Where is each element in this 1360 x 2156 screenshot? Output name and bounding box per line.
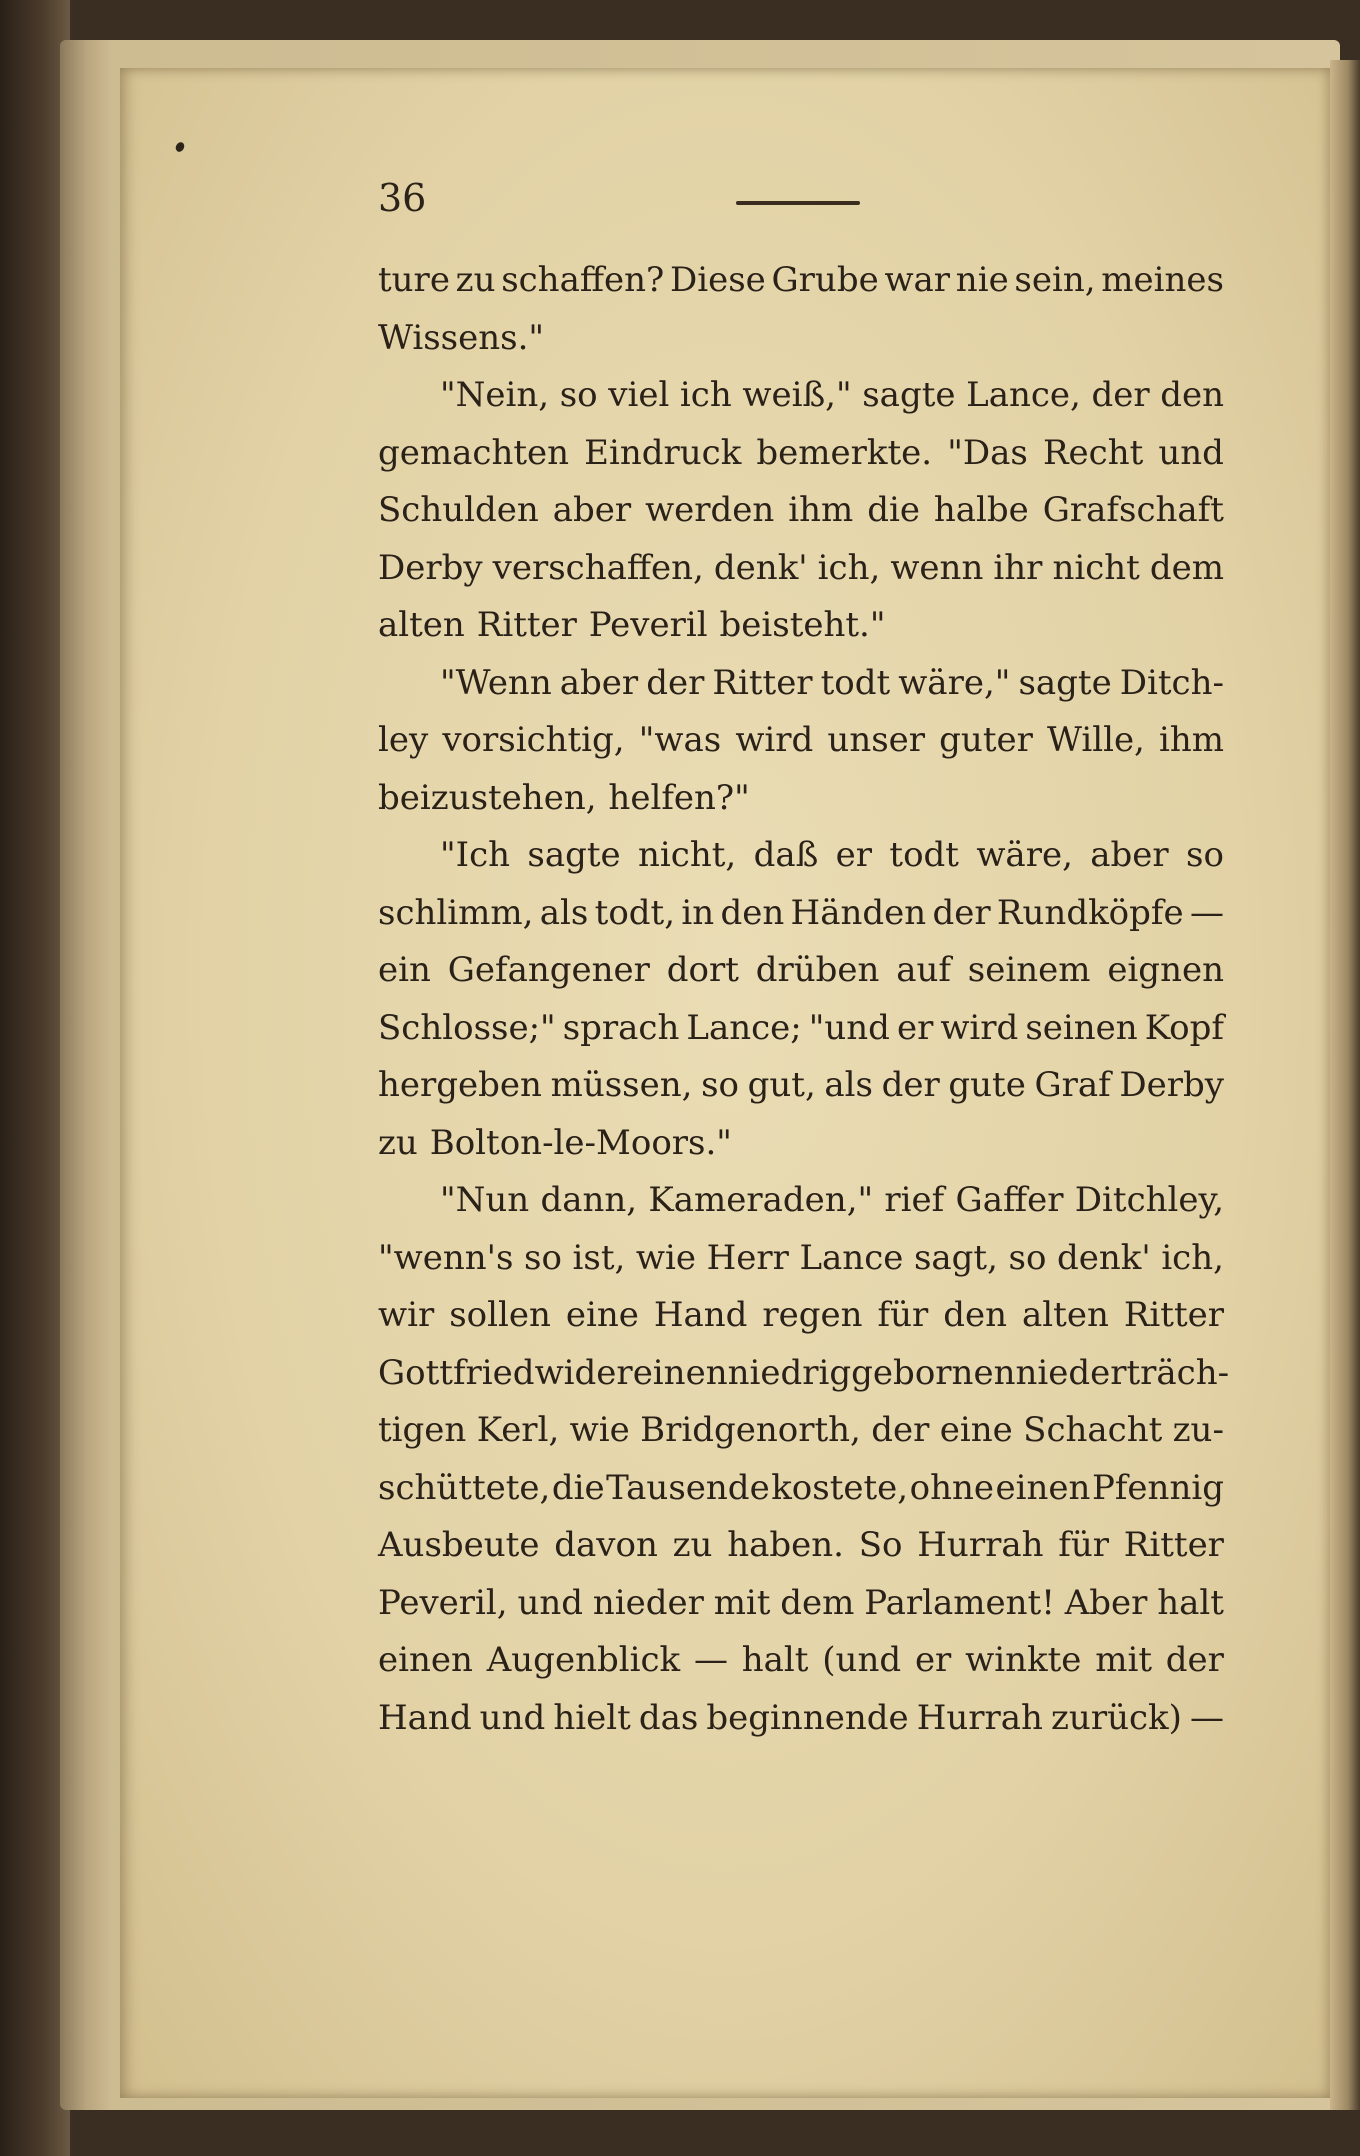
- word: gute: [948, 1065, 1026, 1105]
- word: den: [943, 1295, 1008, 1335]
- word: ohne: [909, 1467, 995, 1508]
- word: Derby: [1119, 1065, 1224, 1105]
- word: Ditch-: [1119, 662, 1224, 703]
- text-line: [378, 1172, 1224, 1230]
- word: der: [1165, 1640, 1224, 1680]
- word: eignen: [1107, 950, 1224, 990]
- word: Ritter: [1123, 1525, 1224, 1565]
- word: —: [1189, 892, 1224, 933]
- word: weiß,": [742, 375, 852, 415]
- text-line: [378, 655, 1224, 713]
- word: als: [539, 892, 589, 933]
- word: schüttete,: [378, 1467, 551, 1508]
- word: mit: [713, 1582, 771, 1623]
- word: Rundköpfe: [996, 892, 1184, 933]
- word: Händen: [790, 892, 927, 933]
- word: wie: [635, 1237, 697, 1278]
- word: sagte: [527, 835, 621, 875]
- word: Pfennig: [1091, 1467, 1224, 1508]
- word: sollen: [449, 1295, 551, 1335]
- word: halt: [1157, 1582, 1224, 1623]
- word: helfen?": [608, 777, 750, 818]
- word: ihm: [788, 490, 854, 530]
- word: wir: [378, 1295, 435, 1335]
- word: der: [881, 1065, 940, 1105]
- word: Grafschaft: [1042, 490, 1224, 530]
- word: er: [835, 835, 873, 875]
- word: er: [896, 1007, 934, 1048]
- word: hergeben: [378, 1065, 542, 1105]
- word: sprach: [562, 1007, 680, 1048]
- word: zu: [455, 260, 496, 300]
- text-line: [378, 252, 1224, 310]
- word: nicht: [1052, 547, 1140, 588]
- word: Bridgenorth,: [640, 1410, 861, 1450]
- word: ihr: [993, 547, 1043, 588]
- word: müssen,: [550, 1065, 693, 1105]
- word: mit: [1095, 1640, 1152, 1680]
- text-line: [378, 597, 1224, 655]
- word: das: [638, 1697, 699, 1738]
- word: Ausbeute: [378, 1525, 540, 1565]
- word: Bolton-le-Moors.": [429, 1122, 732, 1163]
- word: alten: [1022, 1295, 1109, 1335]
- word: Lance: [799, 1237, 904, 1278]
- word: Kameraden,": [648, 1180, 874, 1220]
- word: Ritter: [1123, 1295, 1224, 1335]
- text-line: [378, 770, 1224, 828]
- word: Graf: [1034, 1065, 1111, 1105]
- word: war: [884, 260, 951, 300]
- word: nie: [955, 260, 1009, 300]
- text-line: [378, 1575, 1224, 1633]
- word: Gottfried: [378, 1352, 535, 1393]
- word: hielt: [553, 1697, 631, 1738]
- word: so: [524, 1237, 562, 1278]
- word: Wille,: [1046, 720, 1145, 760]
- word: wie: [569, 1410, 630, 1450]
- word: zu: [672, 1525, 713, 1565]
- word: (und: [822, 1640, 902, 1680]
- word: "Das: [947, 432, 1028, 473]
- text-line: [378, 425, 1224, 483]
- word: schaffen?: [501, 260, 665, 300]
- text-line: [378, 1402, 1224, 1460]
- word: Ritter: [476, 605, 577, 645]
- word: Herr: [706, 1237, 789, 1278]
- word: unser: [827, 720, 926, 760]
- word: Schulden: [378, 490, 539, 530]
- word: gebornen: [851, 1352, 1016, 1393]
- word: tigen: [378, 1410, 467, 1450]
- word: er: [914, 1640, 952, 1680]
- text-line: [378, 885, 1224, 943]
- word: "Wenn: [440, 662, 552, 703]
- text-line: [378, 310, 1224, 368]
- header-rule: [736, 201, 860, 205]
- word: die: [551, 1467, 605, 1508]
- word: beginnende: [706, 1697, 909, 1738]
- page-number: 36: [378, 176, 427, 220]
- word: Hand: [653, 1295, 748, 1335]
- word: Wissens.": [378, 317, 545, 358]
- word: dem: [1149, 547, 1224, 588]
- word: und: [517, 1582, 583, 1623]
- word: der: [1091, 375, 1150, 415]
- word: werden: [645, 490, 775, 530]
- text-line: [378, 1115, 1224, 1173]
- word: Lance;: [686, 1007, 802, 1048]
- text-line: [378, 1632, 1224, 1690]
- word: nieder: [592, 1582, 704, 1623]
- next-page-edge: [1330, 60, 1360, 2110]
- word: ich: [679, 375, 732, 415]
- word: daß: [753, 835, 819, 875]
- word: Diese: [669, 260, 766, 300]
- word: Parlament!: [864, 1582, 1055, 1623]
- word: "Nein,: [440, 375, 550, 415]
- word: wenn: [890, 547, 984, 588]
- word: zu: [378, 1122, 418, 1163]
- word: so: [559, 375, 598, 415]
- word: aber: [1090, 835, 1169, 875]
- word: Hurrah: [916, 1697, 1043, 1738]
- word: niederträch-: [1015, 1352, 1230, 1393]
- word: eine: [939, 1410, 1013, 1450]
- word: Aber: [1064, 1582, 1148, 1623]
- body-text: [378, 252, 1230, 1747]
- text-line: [378, 1690, 1224, 1748]
- word: aber: [552, 490, 632, 530]
- text-line: [378, 1287, 1224, 1345]
- word: aber: [559, 662, 639, 703]
- word: Derby: [378, 547, 483, 588]
- word: "Ich: [440, 835, 511, 875]
- word: wird: [735, 720, 814, 760]
- word: der: [932, 892, 991, 933]
- word: für: [877, 1295, 929, 1335]
- word: halt: [741, 1640, 809, 1680]
- text-line: [378, 367, 1224, 425]
- text-line: [378, 1517, 1224, 1575]
- word: "wenn's: [378, 1237, 514, 1278]
- word: rief: [884, 1180, 945, 1220]
- word: Recht: [1042, 432, 1144, 473]
- word: drüben: [755, 950, 880, 990]
- word: Hand: [378, 1697, 472, 1738]
- word: schlimm,: [378, 892, 534, 933]
- word: "Nun: [440, 1180, 530, 1220]
- word: "was: [638, 720, 722, 760]
- word: dort: [666, 950, 739, 990]
- word: seinen: [1025, 1007, 1138, 1048]
- text-line: [378, 482, 1224, 540]
- word: sagte: [862, 375, 956, 415]
- word: alten: [378, 605, 465, 645]
- word: auf: [896, 950, 951, 990]
- word: für: [1058, 1525, 1109, 1565]
- text-line: [378, 942, 1224, 1000]
- word: der: [646, 662, 705, 703]
- text-line: [378, 1345, 1230, 1403]
- word: Ritter: [712, 662, 813, 703]
- word: "und: [808, 1007, 890, 1048]
- word: Eindruck: [584, 432, 742, 473]
- word: gemachten: [378, 432, 570, 473]
- word: Peveril: [588, 605, 708, 645]
- word: verschaffen,: [492, 547, 704, 588]
- word: ich,: [817, 547, 881, 588]
- word: So: [858, 1525, 903, 1565]
- word: ist,: [572, 1237, 626, 1278]
- word: so: [1186, 835, 1224, 875]
- word: Schacht: [1023, 1410, 1163, 1450]
- text-line: [378, 1230, 1224, 1288]
- word: wird: [940, 1007, 1019, 1048]
- word: todt,: [594, 892, 676, 933]
- word: bemerkte.: [756, 432, 933, 473]
- word: vorsichtig,: [442, 720, 625, 760]
- word: eine: [565, 1295, 639, 1335]
- word: den: [1160, 375, 1224, 415]
- word: Gaffer: [955, 1180, 1064, 1220]
- word: seinem: [967, 950, 1091, 990]
- word: wäre,": [898, 662, 1011, 703]
- word: meines: [1101, 260, 1224, 300]
- word: sein,: [1014, 260, 1096, 300]
- word: Ditchley,: [1074, 1180, 1224, 1220]
- word: ein: [378, 950, 431, 990]
- word: Peveril,: [378, 1582, 508, 1623]
- text-line: [378, 540, 1224, 598]
- word: Gefangener: [447, 950, 650, 990]
- word: ihm: [1158, 720, 1224, 760]
- word: Hurrah: [917, 1525, 1044, 1565]
- word: haben.: [727, 1525, 844, 1565]
- text-line: [378, 1460, 1224, 1518]
- word: zu-: [1172, 1410, 1224, 1450]
- word: wider: [534, 1352, 633, 1393]
- word: —: [1189, 1697, 1224, 1738]
- word: halbe: [933, 490, 1029, 530]
- word: denk': [1057, 1237, 1151, 1278]
- text-line: [378, 827, 1224, 885]
- word: der: [871, 1410, 930, 1450]
- word: beizustehen,: [378, 777, 597, 818]
- word: —: [693, 1640, 728, 1680]
- word: ich,: [1161, 1237, 1224, 1278]
- word: winkte: [965, 1640, 1082, 1680]
- word: zurück): [1051, 1697, 1182, 1738]
- word: todt: [820, 662, 891, 703]
- word: beisteht.": [719, 605, 886, 645]
- word: Tausende: [606, 1467, 770, 1508]
- word: sagte: [1018, 662, 1112, 703]
- word: dem: [780, 1582, 855, 1623]
- word: wäre,: [976, 835, 1073, 875]
- word: guter: [939, 720, 1033, 760]
- word: den: [720, 892, 785, 933]
- word: Lance,: [966, 375, 1081, 415]
- word: einen: [378, 1640, 473, 1680]
- word: todt: [889, 835, 959, 875]
- word: kostete,: [771, 1467, 909, 1508]
- word: so: [1008, 1237, 1047, 1278]
- word: ture: [378, 260, 450, 300]
- text-line: [378, 1057, 1224, 1115]
- word: regen: [762, 1295, 863, 1335]
- word: so: [701, 1065, 739, 1105]
- word: niedrig: [727, 1352, 852, 1393]
- word: die: [867, 490, 920, 530]
- word: nicht,: [638, 835, 737, 875]
- word: davon: [554, 1525, 658, 1565]
- word: viel: [608, 375, 670, 415]
- word: Augenblick: [486, 1640, 681, 1680]
- word: einen: [632, 1352, 728, 1393]
- word: denk': [713, 547, 808, 588]
- word: Schlosse;": [378, 1007, 556, 1048]
- word: und: [479, 1697, 546, 1738]
- word: Kopf: [1144, 1007, 1224, 1048]
- word: gut,: [747, 1065, 816, 1105]
- word: Grube: [771, 260, 879, 300]
- word: einen: [995, 1467, 1091, 1508]
- word: in: [681, 892, 715, 933]
- text-line: [378, 1000, 1224, 1058]
- word: und: [1158, 432, 1224, 473]
- word: sagt,: [913, 1237, 998, 1278]
- word: Kerl,: [476, 1410, 560, 1450]
- word: als: [824, 1065, 873, 1105]
- word: dann,: [540, 1180, 638, 1220]
- word: ley: [378, 720, 429, 760]
- text-line: [378, 712, 1224, 770]
